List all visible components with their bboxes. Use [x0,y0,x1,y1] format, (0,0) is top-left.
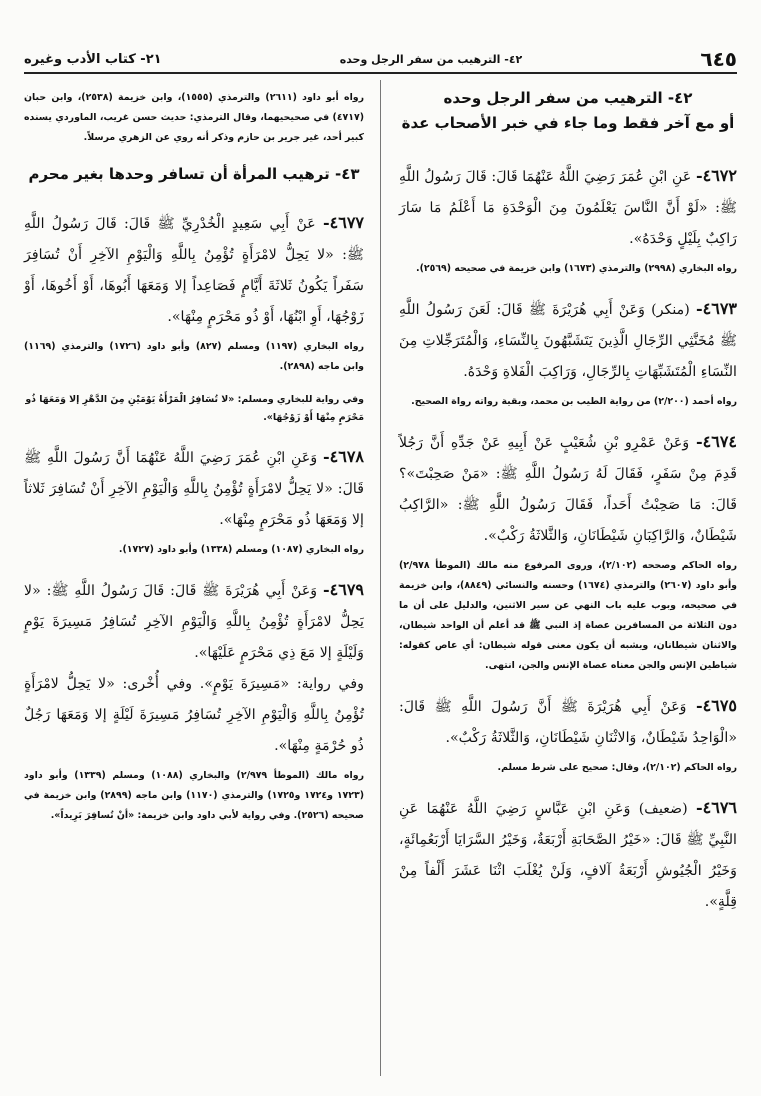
hadith-4675 [399,690,737,754]
page-number: ٦٤٥ [700,47,737,71]
hadith-text: وَعَنْ أَبِي هُرَيْرَةَ ﷺ أَنَّ رَسُولَ اللَّهِ ﷺ قَالَ: «الْوَاحِدُ شَيْطَانٌ، وَالاثْنَانِ شَيْطَانَانِ، وَالثَّلاثَةُ رَكْبٌ». [399,699,737,746]
hadith-number: ٤٦٧٧- [322,213,364,232]
hadith-number: ٤٦٧٤- [695,432,737,451]
hadith-number: ٤٦٧٣- [695,299,737,318]
hadith-4672 [399,160,737,255]
section-title-42 [399,86,737,136]
continued-source-note: رواه أبو داود (٢٦١١) والترمذي (١٥٥٥)، وابن خزيمة (٢٥٣٨)، وابن حبان (٤٧١٧) في صحيحيهما، وقال الترمذي: حديث حسن غريب، الماوردي يسنده كبير أحد، غير جرير بن حازم وذكر أنه روي عن الزهري مرسلاً. [24,92,365,143]
hadith-text: وَعَنِ ابْنِ عُمَرَ رَضِيَ اللَّهُ عَنْهُمَا أَنَّ رَسُولَ اللَّهِ ﷺ قَالَ: «لا يَحِلُّ لامْرَأَةٍ تُؤْمِنُ بِاللَّهِ وَالْيَوْمِ الآخِرِ أَنْ تُسَافِرَ ثَلاثاً إلا وَمَعَهَا ذُو مَحْرَمٍ مِنْهَا». [24,450,364,528]
hadith-source: رواه البخاري (١١٩٧) ومسلم (٨٢٧) وأبو داود (١٧٢٦) والترمذي (١١٦٩) وابن ماجه (٢٨٩٨). [24,341,364,372]
hadith-variant: وفي رواية: «مَسِيرَةَ يَوْمٍ». وفي أُخْرى: «لا يَحِلُّ لامْرَأَةٍ تُؤْمِنُ بِاللَّهِ وَالْيَوْمِ الآخِرِ تُسَافِرُ مَسِيرَةَ لَيْلَةٍ إلا وَمَعَهَا رَجُلٌ ذُو حُرْمَةٍ مِنْهَا». [24,676,364,754]
section-title-43: ٤٣- ترهيب المرأة أن تسافر وحدها بغير محرم [28,165,360,183]
header-rule [24,72,737,74]
hadith-4674 [399,426,737,552]
hadith-source: رواه البخاري (١٠٨٧) ومسلم (١٣٣٨) وأبو داود (١٧٢٧). [118,544,364,555]
hadith-variant-note: وفي رواية للبخاري ومسلم: «لا تُسَافِرُ الْمَرْأَةُ يَوْمَيْنِ مِنَ الدَّهْرِ إلا وَمَعَهَا ذُو مَحْرَمٍ مِنْهَا أَوْ زَوْجُهَا». [25,394,364,423]
hadith-text: عَنِ ابْنِ عُمَرَ رَضِيَ اللَّهُ عَنْهُمَا قَالَ: قَالَ رَسُولُ اللَّهِ ﷺ: «لَوْ أَنَّ النَّاسَ يَعْلَمُونَ مِنَ الْوَحْدَةِ مَا أَعْلَمُ مَا سَارَ رَاكِبٌ بِلَيْلٍ وَحْدَهُ». [399,169,737,247]
hadith-4677 [24,207,364,333]
hadith-source: رواه الحاكم (٢/١٠٢)، وقال: صحيح على شرط مسلم. [497,762,737,773]
running-book-title: ٢١- كتاب الأدب وغيره [24,51,162,67]
running-chapter-title: ٤٢- الترهيب من سفر الرجل وحده [339,52,523,66]
hadith-text: وَعَنْ أَبِي هُرَيْرَةَ ﷺ قَالَ: قَالَ رَسُولُ اللَّهِ ﷺ: «لا يَحِلُّ لامْرَأَةٍ تُؤْمِنُ بِاللَّهِ وَالْيَوْمِ الآخِرِ تُسَافِرُ مَسِيرَةَ يَوْمٍ وَلَيْلَةٍ إلا مَعَ ذِي مَحْرَمٍ عَلَيْهَا». [24,583,364,661]
column-divider [380,80,381,1076]
hadith-number: ٤٦٧٥- [695,696,737,715]
section-title-42-line1: ٤٢- الترهيب من سفر الرجل وحده [443,89,693,107]
right-column [399,82,737,1076]
hadith-source: رواه الحاكم وصححه (٢/١٠٢)، وروى المرفوع منه مالك (الموطأ ٢/٩٧٨) وأبو داود (٢٦٠٧) والترمذي (١٦٧٤) وحسنه والنسائي (٨٨٤٩)، وابن خزيمة في صحيحه، وبوب عليه باب النهي عن سير الاثنين، والدليل على أن ما دون الثلاثة من المسافرين عصاة إذ النبي ﷺ قد أعلم أن الواحد شيطان، والاثنان شيطانان، ويشبه أن يكون معنى قوله شيطان: أي عاص كقوله: شياطين الإنس والجن معناه عصاة الإنس والجن، انتهى. [399,560,738,671]
hadith-number: ٤٦٧٦- [695,798,737,817]
left-column [24,82,364,1076]
hadith-source: رواه مالك (الموطأ ٢/٩٧٩) والبخاري (١٠٨٨) ومسلم (١٣٣٩) وأبو داود (١٧٢٣ و١٧٢٤ و١٧٢٥) والترمذي (١١٧٠) وابن ماجه (٢٨٩٩) وابن خزيمة في صحيحه (٢٥٢٦). وفي رواية لأبي داود وابن خزيمة: «أنْ تُسافِرَ بَرِيداً». [24,770,365,821]
hadith-text: (ضعيف) وَعَنِ ابْنِ عَبَّاسٍ رَضِيَ اللَّهُ عَنْهُمَا عَنِ النَّبِيِّ ﷺ قَالَ: «خَيْرُ الصَّحَابَةِ أَرْبَعَةٌ، وَخَيْرُ السَّرَايَا أَرْبَعُمِائَةٍ، وَخَيْرُ الْجُيُوشِ أَرْبَعَةُ آلافٍ، وَلَنْ يُغْلَبَ اثْنَا عَشَرَ أَلْفاً مِنْ قِلَّةٍ». [399,801,737,910]
hadith-4676 [399,792,737,918]
hadith-number: ٤٦٧٩- [322,580,364,599]
hadith-text: عَنْ أَبِي سَعِيدٍ الْخُدْرِيِّ ﷺ قَالَ: قَالَ رَسُولُ اللَّهِ ﷺ: «لا يَحِلُّ لامْرَأَةٍ تُؤْمِنُ بِاللَّهِ وَالْيَوْمِ الآخِرِ أَنْ تُسَافِرَ سَفَراً يَكُونُ ثَلاثَةَ أَيَّامٍ فَصَاعِداً إلا وَمَعَهَا أَبُوهَا، أَوْ أَخُوهَا، أَوْ زَوْجُهَا، أَوِ ابْنُهَا، أَوْ ذُو مَحْرَمٍ مِنْهَا». [24,216,364,325]
hadith-4678 [24,441,364,536]
hadith-text: وَعَنْ عَمْرِو بْنِ شُعَيْبٍ عَنْ أَبِيهِ عَنْ جَدِّهِ أَنَّ رَجُلاً قَدِمَ مِنْ سَفَرٍ، فَقَالَ لَهُ رَسُولُ اللَّهِ ﷺ: «مَنْ صَحِبْتَ»؟ قَالَ: مَا صَحِبْتُ أَحَداً، فَقَالَ رَسُولُ اللَّهِ ﷺ: «الرَّاكِبُ شَيْطَانٌ، وَالرَّاكِبَانِ شَيْطَانَانِ، وَالثَّلاثَةُ رَكْبٌ». [399,435,737,544]
page-header [24,48,737,70]
hadith-number: ٤٦٧٢- [695,166,737,185]
section-title-42-line2: أو مع آخر فقط وما جاء في خبر الأصحاب عدة [401,114,735,132]
hadith-4673 [399,293,737,388]
hadith-source: رواه أحمد (٢/٢٠٠) من رواية الطيب بن محمد، وبقية رواته رواة الصحيح. [411,396,737,407]
hadith-text: (منكر) وَعَنْ أَبِي هُرَيْرَةَ ﷺ قَالَ: لَعَنَ رَسُولُ اللَّهِ ﷺ مُخَنَّثِي الرِّجَالِ الَّذِينَ يَتَشَبَّهُونَ بِالنِّسَاءِ، وَالْمُتَرَجِّلاتِ مِنَ النِّسَاءِ الْمُتَشَبِّهَاتِ بِالرِّجَالِ، وَرَاكِبَ الْفَلاةِ وَحْدَهُ. [399,302,737,380]
hadith-4679 [24,574,364,669]
hadith-source: رواه البخاري (٢٩٩٨) والترمذي (١٦٧٣) وابن خزيمة في صحيحه (٢٥٦٩). [416,263,737,274]
hadith-number: ٤٦٧٨- [323,447,365,466]
